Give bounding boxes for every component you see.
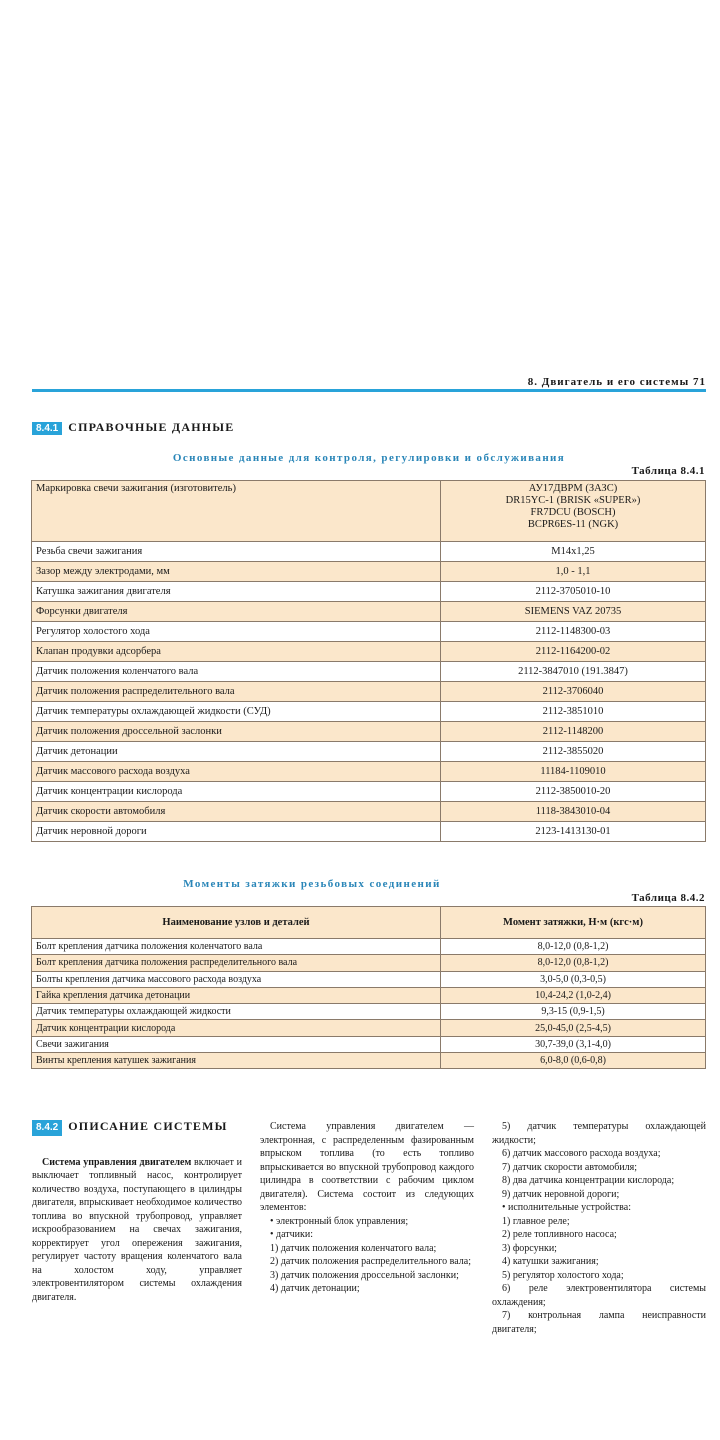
table2-caption: Моменты затяжки резьбовых соединений (183, 878, 441, 890)
table-row (32, 682, 706, 702)
torque-table (31, 906, 706, 1069)
table-row (32, 562, 706, 582)
table-row (32, 1053, 706, 1069)
table-cell-name: Форсунки двигателя (32, 602, 441, 622)
paragraph: 8) два датчика концентрации кислорода; (502, 1175, 675, 1186)
table-cell-name: Датчик неровной дороги (32, 822, 441, 842)
section-heading-8-4-2 (32, 1120, 242, 1136)
section-number-badge: 8.4.2 (32, 1120, 62, 1136)
table-cell-value: 9,3-15 (0,9-1,5) (441, 1004, 706, 1020)
table-row (32, 702, 706, 722)
table-row (32, 642, 706, 662)
table1-caption: Основные данные для контроля, регулировки и обслуживания (172, 452, 566, 464)
table-cell-name: Маркировка свечи зажигания (изготовитель) (32, 481, 441, 542)
paragraph: 1) главное реле; (502, 1215, 570, 1227)
paragraph: 6) реле электровентилятора системы охлаждения; (492, 1283, 706, 1308)
table-row (32, 602, 706, 622)
table-cell-value: M14x1,25 (441, 542, 706, 562)
spark-plug-marking: АУ17ДВРМ (ЗАЗС) (528, 483, 618, 494)
table-cell-value: 1,0 - 1,1 (441, 562, 706, 582)
table-cell-name: Датчик массового расхода воздуха (32, 762, 441, 782)
table-cell-value: 3,0-5,0 (0,3-0,5) (441, 971, 706, 987)
table-row (32, 542, 706, 562)
table-cell-name: Датчик положения распределительного вала (32, 682, 441, 702)
table-cell-value: 30,7-39,0 (3,1-4,0) (441, 1036, 706, 1052)
section-title: СПРАВОЧНЫЕ ДАННЫЕ (68, 420, 235, 434)
paragraph: 5) регулятор холостого хода; (502, 1269, 624, 1281)
section-title: ОПИСАНИЕ СИСТЕМЫ (68, 1119, 228, 1133)
table-cell-name: Гайка крепления датчика детонации (32, 987, 441, 1003)
table-cell-name: Датчик детонации (32, 742, 441, 762)
table-cell-value: 1118-3843010-04 (441, 802, 706, 822)
table-cell-name: Винты крепления катушек зажигания (32, 1053, 441, 1069)
table-header-row (32, 907, 706, 939)
table-cell-value: 2112-3706040 (441, 682, 706, 702)
table-cell-name: Резьба свечи зажигания (32, 542, 441, 562)
paragraph: 3) датчик положения дроссельной заслонки; (270, 1269, 459, 1281)
text-column-2 (260, 1120, 474, 1296)
table-cell-value: 2112-1164200-02 (441, 642, 706, 662)
table2-label: Таблица 8.4.2 (631, 892, 705, 904)
table-cell-name: Датчик концентрации кислорода (32, 782, 441, 802)
paragraph: 4) датчик детонации; (270, 1283, 360, 1294)
table-row (32, 742, 706, 762)
table-cell-value (441, 481, 706, 542)
paragraph: • исполнительные устройства: (502, 1202, 631, 1213)
paragraph: 1) датчик положения коленчатого вала; (270, 1242, 437, 1254)
table-cell-value: 8,0-12,0 (0,8-1,2) (441, 939, 706, 955)
table-row (32, 722, 706, 742)
table-cell-value: 8,0-12,0 (0,8-1,2) (441, 955, 706, 971)
table-row (32, 662, 706, 682)
table-cell-value: SIEMENS VAZ 20735 (441, 602, 706, 622)
table-cell-value: 2112-3847010 (191.3847) (441, 662, 706, 682)
table-row (32, 971, 706, 987)
table-row (32, 582, 706, 602)
table-cell-value: 2112-3855020 (441, 742, 706, 762)
table-cell-name: Зазор между электродами, мм (32, 562, 441, 582)
text-column-1 (32, 1120, 242, 1304)
column-header-torque: Момент затяжки, Н·м (кгс·м) (441, 907, 706, 939)
paragraph: • электронный блок управления; (270, 1215, 409, 1227)
table-row (32, 481, 706, 542)
table1-label: Таблица 8.4.1 (631, 465, 705, 477)
table-cell-name: Клапан продувки адсорбера (32, 642, 441, 662)
table-cell-value: 2112-1148200 (441, 722, 706, 742)
table-cell-value: 2112-3705010-10 (441, 582, 706, 602)
paragraph: 6) датчик массового расхода воздуха; (502, 1148, 661, 1159)
table-row (32, 1020, 706, 1036)
table-cell-name: Датчик концентрации кислорода (32, 1020, 441, 1036)
table-row (32, 1036, 706, 1052)
section-heading-8-4-1 (32, 418, 234, 436)
table-cell-name: Регулятор холостого хода (32, 622, 441, 642)
paragraph: 9) датчик неровной дороги; (502, 1188, 620, 1200)
text-column-3 (492, 1120, 706, 1336)
running-header: 8. Двигатель и его системы 71 (527, 376, 706, 388)
table-cell-value: 2112-3851010 (441, 702, 706, 722)
paragraph: 3) форсунки; (502, 1242, 557, 1254)
paragraph: 2) датчик положения распределительного вала; (270, 1256, 471, 1267)
paragraph: 2) реле топливного насоса; (502, 1229, 617, 1240)
table-row (32, 622, 706, 642)
table-cell-value: 11184-1109010 (441, 762, 706, 782)
table-cell-value: 6,0-8,0 (0,6-0,8) (441, 1053, 706, 1069)
table-cell-name: Свечи зажигания (32, 1036, 441, 1052)
table-row (32, 1004, 706, 1020)
spark-plug-marking: BCPR6ES-11 (NGK) (527, 519, 619, 530)
header-rule (32, 389, 706, 392)
paragraph: 4) катушки зажигания; (502, 1256, 599, 1267)
paragraph: 7) контрольная лампа неисправности двигателя; (492, 1310, 706, 1335)
table-row (32, 939, 706, 955)
reference-data-table (31, 480, 706, 842)
table-cell-name: Датчик температуры охлаждающей жидкости (32, 1004, 441, 1020)
table-cell-value: 2112-1148300-03 (441, 622, 706, 642)
paragraph: • датчики: (270, 1229, 314, 1240)
table-cell-name: Датчик положения дроссельной заслонки (32, 722, 441, 742)
paragraph (32, 1156, 242, 1305)
table-row (32, 782, 706, 802)
paragraph: Система управления двигателем — электронная, с распределенным фазированным впрыском топлива (то есть топливо впрыскивается во впускной трубопровод каждого цилиндра в соответствии с рабочим циклом двигателя). Система состоит из следующих элементов: (260, 1121, 474, 1213)
table-cell-name: Болты крепления датчика массового расхода воздуха (32, 971, 441, 987)
spark-plug-marking: FR7DCU (BOSCH) (530, 507, 616, 518)
table-cell-name: Датчик температуры охлаждающей жидкости (СУД) (32, 702, 441, 722)
table-row (32, 802, 706, 822)
table-cell-value: 10,4-24,2 (1,0-2,4) (441, 987, 706, 1003)
table-cell-name: Датчик скорости автомобиля (32, 802, 441, 822)
table-cell-value: 25,0-45,0 (2,5-4,5) (441, 1020, 706, 1036)
table-cell-name: Болт крепления датчика положения распределительного вала (32, 955, 441, 971)
paragraph: 7) датчик скорости автомобиля; (502, 1161, 637, 1173)
table-cell-name: Катушка зажигания двигателя (32, 582, 441, 602)
table-row (32, 762, 706, 782)
table-cell-value: 2112-3850010-20 (441, 782, 706, 802)
paragraph: 5) датчик температуры охлаждающей жидкости; (492, 1121, 706, 1146)
table-cell-name: Датчик положения коленчатого вала (32, 662, 441, 682)
lead-text: включает и выключает топливный насос, контролирует количество воздуха, поступающего в цилиндры двигателя, впрыскивает необходимое количество топлива во впускной трубопровод, управляет искрообразованием на свечах зажигания, корректирует угол опережения зажигания, регулирует частоту вращения коленчатого вала на холостом ходу, управляет электровентилятором системы охлаждения двигателя. (32, 1156, 242, 1303)
table-row (32, 822, 706, 842)
section-number-badge: 8.4.1 (32, 422, 62, 435)
column-header-parts: Наименование узлов и деталей (32, 907, 441, 939)
lead-term: Система управления двигателем (42, 1156, 192, 1168)
table-row (32, 987, 706, 1003)
spark-plug-marking: DR15YC-1 (BRISK «SUPER») (505, 495, 641, 506)
table-cell-value: 2123-1413130-01 (441, 822, 706, 842)
table-cell-name: Болт крепления датчика положения коленчатого вала (32, 939, 441, 955)
table-row (32, 955, 706, 971)
